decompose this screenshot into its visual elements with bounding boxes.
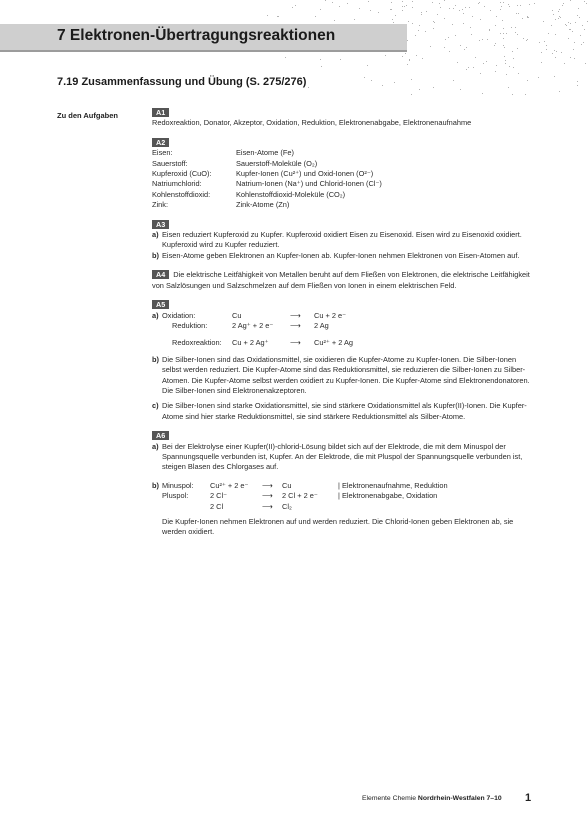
equation-right: Cu <box>282 480 292 490</box>
equation-note: | Elektronenaufnahme, Reduktion <box>338 480 448 490</box>
equation-left: 2 Cl <box>210 501 224 511</box>
equation-row <box>162 311 353 321</box>
arrow-icon: ⟶ <box>290 320 301 330</box>
list-item <box>152 401 530 422</box>
equation-left: 2 Ag⁺ + 2 e⁻ <box>232 320 274 330</box>
substance-label: Kohlenstoffdioxid: <box>152 189 211 199</box>
sidebar-label: Zu den Aufgaben <box>57 111 118 120</box>
particle-text: Zink-Atome (Zn) <box>236 200 290 210</box>
equation-right: Cu²⁺ + 2 Ag <box>314 338 354 348</box>
footer-edition: Nordrhein-Westfalen 7–10 <box>417 795 502 802</box>
equation-right: 2 Ag <box>314 320 329 330</box>
item-label: c) <box>152 401 159 411</box>
equation-note <box>338 502 448 512</box>
list-item <box>152 230 530 251</box>
item-text: Bei der Elektrolyse einer Kupfer(II)-chlorid-Lösung bildet sich auf der Elektrode, die mit dem Minuspol der Spannungsquelle verbunden ist, Kupfer. An der Elektrode, die mit Pluspol der Spannungsquelle verbunden ist, steigen Blasen des Chlorgases auf. <box>162 441 523 472</box>
particle-text: Sauerstoff-Moleküle (O₂) <box>236 158 318 168</box>
arrow-icon: ⟶ <box>290 310 301 320</box>
item-text: Eisen-Atome geben Elektronen an Kupfer-Ionen ab. Kupfer-Ionen nehmen Elektronen von Eisen-Atomen auf. <box>162 250 520 260</box>
table-row <box>152 169 530 179</box>
task-tag: A1 <box>152 108 169 117</box>
task-text: Die elektrische Leitfähigkeit von Metallen beruht auf dem Fließen von Elektronen, die elektrische Leitfähigkeit von Salzlösungen und Salzschmelzen auf dem Fließen von Ionen in einem elektrischen Feld. <box>152 270 530 290</box>
equation-right: 2 Cl + 2 e⁻ <box>282 491 318 501</box>
section-title: 7.19 Zusammenfassung und Übung (S. 275/276) <box>57 76 307 88</box>
arrow-icon: ⟶ <box>262 491 273 501</box>
list-item <box>152 355 530 397</box>
equation-label: Redoxreaktion: <box>172 338 222 348</box>
particle-text: Eisen-Atome (Fe) <box>236 148 294 158</box>
chapter-header-bar <box>0 24 407 52</box>
equation-right: Cu + 2 e⁻ <box>314 310 347 320</box>
task-a1 <box>152 108 530 129</box>
footer-book-title: Elemente Chemie <box>362 795 417 802</box>
task-a5 <box>152 300 530 422</box>
task-tag: A5 <box>152 300 169 309</box>
item-text: Eisen reduziert Kupferoxid zu Kupfer. Kupferoxid oxidiert Eisen zu Eisenoxid. Eisen wird zu Eisenoxid oxidiert. Kupferoxid wird zu Kupfer reduziert. <box>162 230 522 250</box>
chapter-title: 7 Elektronen-Übertragungsreaktionen <box>57 27 336 44</box>
table-row <box>152 179 530 189</box>
equation-label: Reduktion: <box>172 320 208 330</box>
substance-label: Natriumchlorid: <box>152 179 202 189</box>
arrow-icon: ⟶ <box>290 338 301 348</box>
page-number: 1 <box>525 792 532 804</box>
item-text: Die Silber-Ionen sind starke Oxidationsmittel, sie sind stärkere Oxidationsmittel als Kupfer(II)-Ionen. Die Kupfer-Atome sind hier starke Reduktionsmittel, sie sind stärkere Reduktionsmittel als Silber-Atome. <box>162 401 527 421</box>
equation-label <box>162 502 210 512</box>
arrow-icon: ⟶ <box>262 501 273 511</box>
table-row <box>152 159 530 169</box>
item-label: b) <box>152 354 159 364</box>
table-row <box>152 148 530 158</box>
list-item <box>152 311 530 349</box>
equation-row <box>162 321 353 331</box>
equation-right: Cl₂ <box>282 501 292 511</box>
list-item <box>152 481 530 512</box>
list-item <box>152 517 530 538</box>
substance-label: Kupferoxid (CuO): <box>152 169 212 179</box>
task-tag: A2 <box>152 138 169 147</box>
answers-content <box>152 108 530 547</box>
equation-left: Cu + 2 Ag⁺ <box>232 338 269 348</box>
task-tag: A6 <box>152 431 169 440</box>
item-label: a) <box>152 310 159 320</box>
equation-row <box>162 502 448 512</box>
task-text: Redoxreaktion, Donator, Akzeptor, Oxidation, Reduktion, Elektronenabgabe, Elektronenaufnahme <box>152 118 472 128</box>
table-row <box>152 190 530 200</box>
substance-label: Zink: <box>152 200 169 210</box>
equation-left: Cu <box>232 310 242 320</box>
equation-row <box>162 491 448 501</box>
equation-left: 2 Cl⁻ <box>210 491 228 501</box>
task-tag: A4 <box>152 270 169 279</box>
equation-table <box>162 481 448 512</box>
task-a6 <box>152 431 530 538</box>
task-a4 <box>152 270 530 291</box>
equation-note: | Elektronenabgabe, Oxidation <box>338 491 438 501</box>
task-tag: A3 <box>152 220 169 229</box>
item-label: b) <box>152 480 159 490</box>
task-a3 <box>152 220 530 262</box>
particle-text: Kohlenstoffdioxid-Moleküle (CO₂) <box>236 189 346 199</box>
equation-label: Oxidation: <box>162 310 196 320</box>
substance-label: Eisen: <box>152 148 173 158</box>
list-item <box>152 251 530 261</box>
item-label: a) <box>152 230 159 240</box>
item-text: Die Kupfer-Ionen nehmen Elektronen auf und werden reduziert. Die Chlorid-Ionen geben Elektronen ab, sie werden oxidiert. <box>162 517 514 537</box>
substance-label: Sauerstoff: <box>152 158 188 168</box>
equation-row <box>162 335 353 348</box>
equation-table <box>162 311 353 349</box>
arrow-icon: ⟶ <box>262 480 273 490</box>
item-text: Die Silber-Ionen sind das Oxidationsmittel, sie oxidieren die Kupfer-Atome zu Kupfer-Ionen. Die Silber-Ionen selbst werden reduziert. Die Kupfer-Atome sind das Reduktionsmittel, sie reduzieren die Silber-Ionen zu Silber-Atomen. Die Kupfer-Atome selbst werden oxidiert zu Kupfer-Ionen. Die Kupfer-Atome sind Elektronendonatoren. Die Silber-Ionen sind Elektronenakzeptoren. <box>162 354 530 395</box>
particle-text: Kupfer-Ionen (Cu²⁺) und Oxid-Ionen (O²⁻) <box>236 169 374 179</box>
particle-text: Natrium-Ionen (Na⁺) und Chlorid-Ionen (Cl⁻) <box>236 179 382 189</box>
footer-text <box>362 795 502 802</box>
item-label: a) <box>152 441 159 451</box>
equation-row <box>162 481 448 491</box>
equation-label: Minuspol: <box>162 480 194 490</box>
table-row <box>152 200 530 210</box>
item-label: b) <box>152 250 159 260</box>
equation-label: Pluspol: <box>162 491 189 501</box>
task-a2 <box>152 138 530 211</box>
list-item <box>152 442 530 473</box>
equation-left: Cu²⁺ + 2 e⁻ <box>210 480 249 490</box>
